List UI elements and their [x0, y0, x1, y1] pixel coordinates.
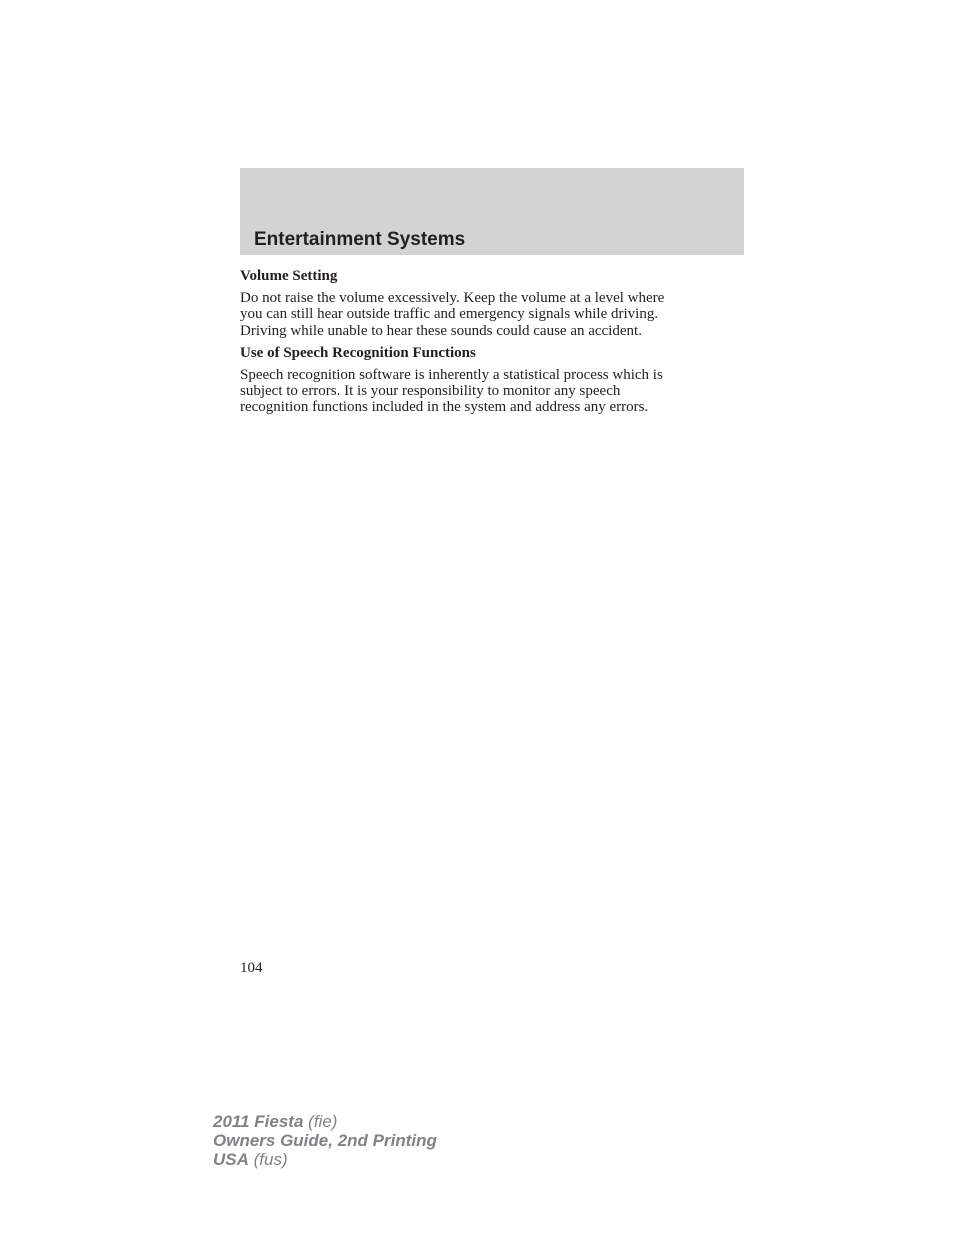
- footer-line-market: [213, 1150, 437, 1169]
- footer-model-code: (fie): [308, 1112, 338, 1131]
- document-footer: [213, 1112, 437, 1169]
- text-line: Driving while unable to hear these sounds could cause an accident.: [240, 322, 642, 339]
- text-line: recognition functions included in the system and address any errors.: [240, 399, 649, 416]
- page-content: [240, 268, 740, 422]
- volume-setting-heading: Volume Setting: [240, 268, 338, 284]
- page-number: 104: [240, 960, 263, 976]
- footer-market: USA: [213, 1150, 249, 1169]
- text-line: you can still hear outside traffic and emergency signals while driving.: [240, 306, 659, 323]
- text-line: Do not raise the volume excessively. Keep the volume at a level where: [240, 290, 665, 306]
- speech-recognition-paragraph: [240, 367, 740, 416]
- footer-market-code: (fus): [253, 1150, 288, 1169]
- footer-model: 2011 Fiesta: [213, 1112, 304, 1131]
- text-line: subject to errors. It is your responsibility to monitor any speech: [240, 383, 621, 400]
- section-title: Entertainment Systems: [254, 229, 466, 250]
- footer-line-guide: [213, 1131, 437, 1150]
- speech-recognition-heading: Use of Speech Recognition Functions: [240, 344, 476, 361]
- volume-setting-paragraph: [240, 290, 740, 339]
- section-header-band: [240, 168, 744, 255]
- text-line: Speech recognition software is inherently a statistical process which is: [240, 366, 663, 383]
- footer-line-model: [213, 1112, 437, 1131]
- footer-guide: Owners Guide, 2nd Printing: [213, 1131, 437, 1150]
